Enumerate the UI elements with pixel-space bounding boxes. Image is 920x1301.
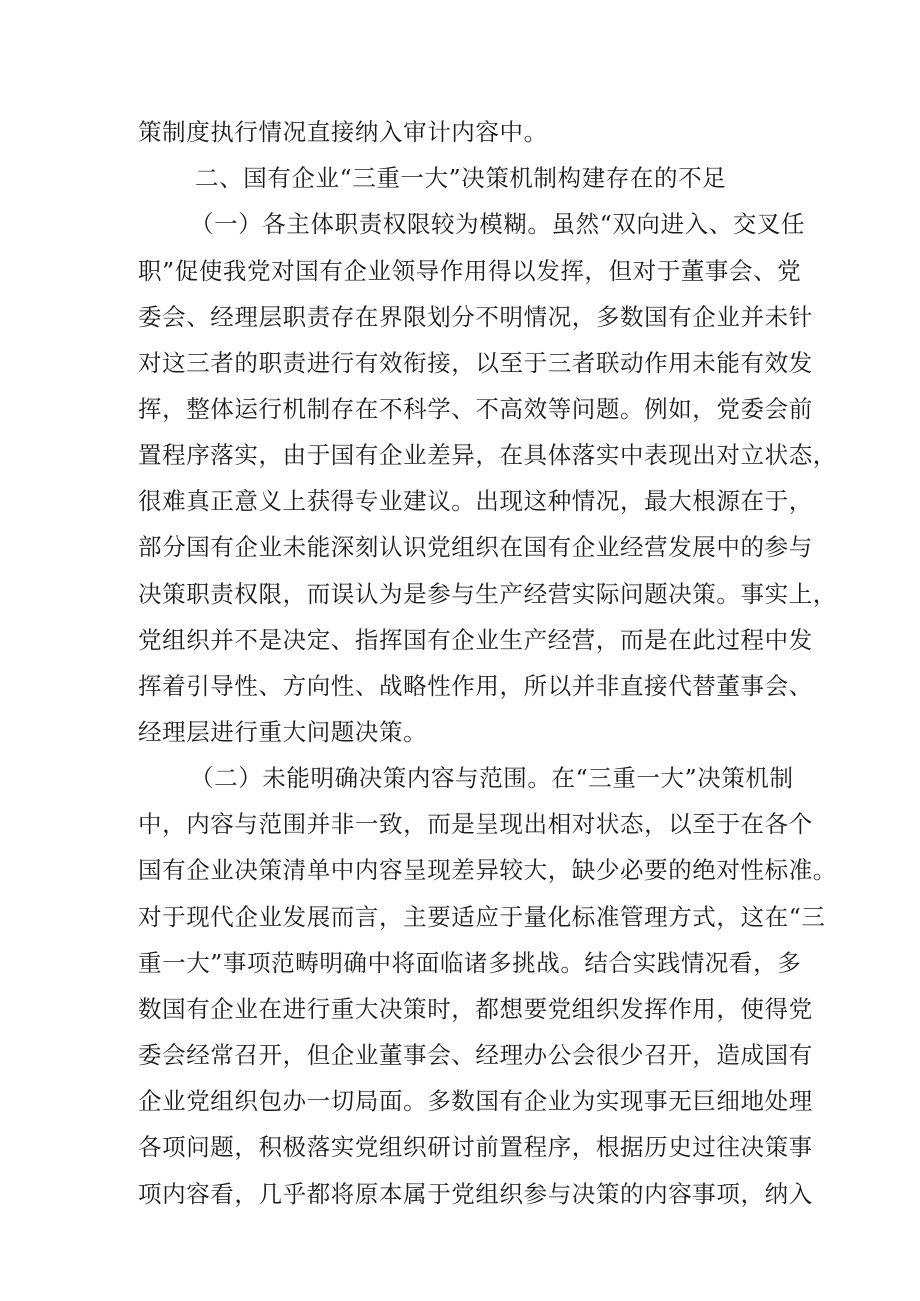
text-line: 重一大”事项范畴明确中将面临诸多挑战。结合实践情况看，多 — [138, 949, 802, 977]
text-line: 挥，整体运行机制存在不科学、不高效等问题。例如，党委会前 — [138, 395, 813, 423]
text-line: 挥着引导性、方向性、战略性作用，所以并非直接代替董事会、 — [138, 672, 813, 700]
section-heading: 二、国有企业“三重一大”决策机制构建存在的不足 — [195, 164, 727, 192]
text-line: 项内容看，几乎都将原本属于党组织参与决策的内容事项，纳入 — [138, 1180, 813, 1208]
text-line: 决策职责权限，而误认为是参与生产经营实际问题决策。事实上， — [138, 580, 837, 608]
text-line: 职”促使我党对国有企业领导作用得以发挥，但对于董事会、党 — [138, 257, 802, 285]
text-line: 党组织并不是决定、指挥国有企业生产经营，而是在此过程中发 — [138, 626, 813, 654]
text-line: 数国有企业在进行重大决策时，都想要党组织发挥作用，使得党 — [138, 995, 813, 1023]
text-line: 对于现代企业发展而言，主要适应于量化标准管理方式，这在“三 — [138, 903, 826, 931]
subsection-heading: （二）未能明确决策内容与范围。在“三重一大”决策机制 — [190, 764, 794, 792]
text-line: 经理层进行重大问题决策。 — [138, 718, 428, 746]
text-line: 国有企业决策清单中内容呈现差异较大，缺少必要的绝对性标准。 — [138, 856, 837, 884]
subsection-heading: （一）各主体职责权限较为模糊。虽然“双向进入、交叉任 — [190, 210, 806, 238]
text-line: 企业党组织包办一切局面。多数国有企业为实现事无巨细地处理 — [138, 1087, 813, 1115]
text-line: 很难真正意义上获得专业建议。出现这种情况，最大根源在于， — [138, 487, 813, 515]
text-line: 对这三者的职责进行有效衔接，以至于三者联动作用未能有效发 — [138, 349, 813, 377]
text-line: 置程序落实，由于国有企业差异，在具体落实中表现出对立状态， — [138, 441, 837, 469]
text-line: 部分国有企业未能深刻认识党组织在国有企业经营发展中的参与 — [138, 533, 813, 561]
text-line: 策制度执行情况直接纳入审计内容中。 — [138, 118, 548, 146]
text-line: 委会经常召开，但企业董事会、经理办公会很少召开，造成国有 — [138, 1041, 813, 1069]
text-line: 委会、经理层职责存在界限划分不明情况，多数国有企业并未针 — [138, 303, 813, 331]
text-line: 各项问题，积极落实党组织研讨前置程序，根据历史过往决策事 — [138, 1133, 813, 1161]
text-line: 中，内容与范围并非一致，而是呈现出相对状态，以至于在各个 — [138, 810, 813, 838]
